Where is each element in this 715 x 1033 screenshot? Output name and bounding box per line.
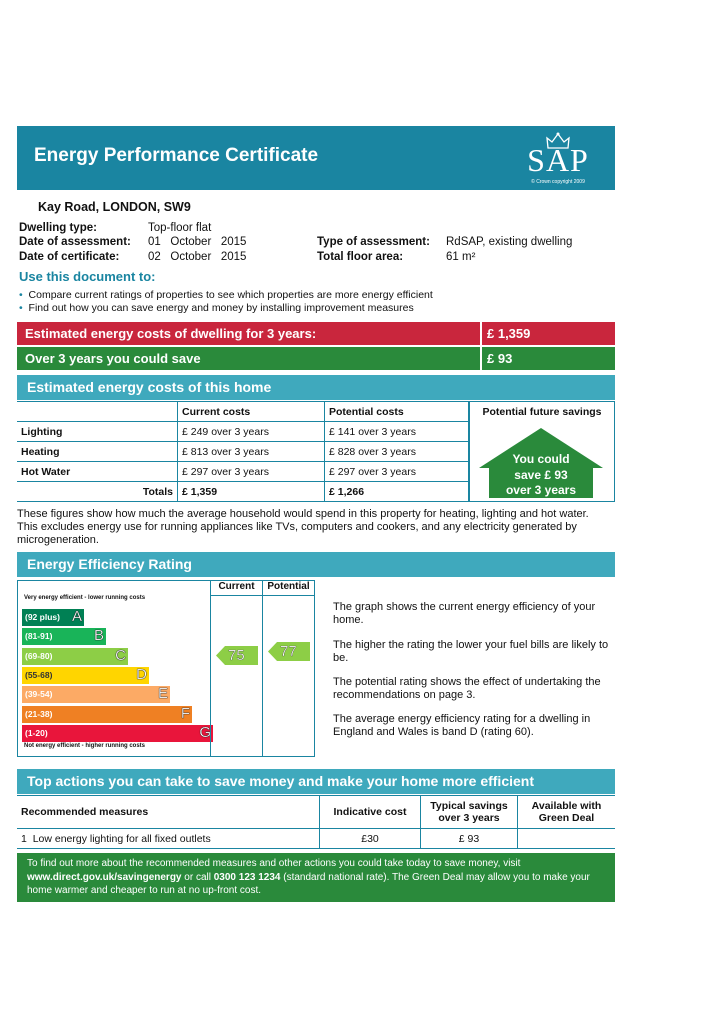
could-save-value: £ 93	[487, 351, 513, 366]
assessment-date-value: 01 October 2015	[148, 236, 247, 248]
assessment-type-label: Type of assessment:	[317, 236, 430, 248]
band-range: (21-38)	[25, 708, 53, 719]
actions-heading-text: Top actions you can take to save money and make your home more efficient	[27, 773, 534, 789]
band-range: (55-68)	[25, 669, 53, 680]
rating-band-b	[22, 628, 106, 645]
table-header-row	[17, 402, 469, 422]
col-future-savings: Potential future savings	[482, 406, 602, 418]
could-save-label: Over 3 years you could save	[25, 351, 201, 366]
sap-logo	[515, 132, 601, 184]
row-potential: £ 828 over 3 years	[325, 442, 469, 462]
rating-heading-text: Energy Efficiency Rating	[27, 556, 192, 572]
could-save-value-cell	[482, 347, 615, 370]
use-document-bullet	[19, 302, 414, 314]
rating-band-g	[22, 725, 213, 742]
certificate-date-label: Date of certificate:	[19, 251, 120, 263]
row-current: £ 297 over 3 years	[178, 462, 325, 482]
col-potential-costs: Potential costs	[325, 402, 469, 422]
savings-message	[489, 452, 593, 499]
band-letter: D	[136, 665, 147, 683]
floor-area-value: 61 m²	[446, 251, 476, 263]
rating-chart-bands	[17, 580, 210, 757]
total-potential: £ 1,266	[325, 482, 469, 502]
table-row	[17, 462, 469, 482]
band-range: (1-20)	[25, 727, 48, 738]
could-save-bar	[17, 347, 480, 370]
bullet-text: Compare current ratings of properties to see which properties are more energy efficient	[28, 289, 433, 301]
estimated-costs-bar	[17, 322, 480, 345]
bullet-icon: •	[19, 302, 23, 314]
use-document-heading: Use this document to:	[19, 269, 156, 284]
table-row	[17, 422, 469, 442]
row-current: £ 813 over 3 years	[178, 442, 325, 462]
rating-band-d	[22, 667, 149, 684]
potential-rating-arrow	[268, 642, 310, 661]
sap-logo-text: SAP	[527, 142, 589, 178]
row-current: £ 249 over 3 years	[178, 422, 325, 442]
savingenergy-link[interactable]: www.direct.gov.uk/savingenergy	[27, 871, 182, 883]
actions-table	[17, 795, 615, 849]
savings-line: save £ 93	[514, 467, 568, 482]
footer-text: or call	[181, 871, 214, 883]
bullet-text: Find out how you can save energy and money by installing improvement measures	[28, 302, 414, 314]
costs-heading-text: Estimated energy costs of this home	[27, 379, 272, 395]
rating-text: The average energy efficiency rating for a dwelling in England and Wales is band D (rating 60).	[333, 713, 591, 738]
phone-number: 0300 123 1234	[213, 871, 281, 883]
copyright-text: © Crown copyright 2009	[531, 179, 585, 185]
floor-area-label: Total floor area:	[317, 251, 404, 263]
band-range: (92 plus)	[25, 612, 60, 622]
band-letter: E	[157, 685, 168, 703]
footer-text: (standard national rate). The Green Deal may allow you to make your home warmer and cheaper to run at no up-front cost.	[27, 871, 590, 896]
band-letter: C	[115, 646, 126, 664]
potential-rating-value: 77	[280, 643, 297, 660]
table-header-empty	[17, 402, 178, 422]
crown-icon	[545, 132, 571, 150]
current-rating-value: 75	[228, 647, 245, 664]
measure-cell	[17, 829, 320, 849]
footer-text: To find out more about the recommended measures and other actions you could take today to save money, visit	[27, 858, 521, 869]
rating-text: The graph shows the current energy efficiency of your home.	[333, 601, 596, 626]
rating-band-c	[22, 648, 128, 665]
col-cost: Indicative cost	[320, 796, 421, 829]
current-column	[210, 580, 263, 757]
rating-band-f	[22, 706, 192, 723]
page-title: Energy Performance Certificate	[34, 145, 319, 166]
col-green-deal: Available with Green Deal	[518, 796, 616, 829]
certificate-header	[17, 126, 615, 190]
measure-green-deal	[518, 829, 616, 849]
rating-band-a	[22, 609, 84, 626]
col-potential: Potential	[263, 581, 314, 596]
band-letter: F	[180, 704, 190, 722]
row-potential: £ 141 over 3 years	[325, 422, 469, 442]
row-potential: £ 297 over 3 years	[325, 462, 469, 482]
costs-note: These figures show how much the average household would spend in this property for heating, lighting and hot water. This excludes energy use for running appliances like TVs, computers and cookers, and any electricity generated by microgeneration.	[17, 508, 589, 546]
table-row	[17, 442, 469, 462]
estimated-costs-value: £ 1,359	[487, 326, 531, 341]
row-name: Lighting	[17, 422, 178, 442]
bottom-note: Not energy efficient - higher running costs	[24, 743, 146, 749]
measure-savings: £ 93	[421, 829, 518, 849]
rating-text: The higher the rating the lower your fuel bills are likely to be.	[333, 639, 609, 664]
top-note: Very energy efficient - lower running costs	[24, 595, 146, 601]
totals-label: Totals	[17, 482, 178, 502]
savings-line: over 3 years	[505, 483, 577, 497]
col-current-costs: Current costs	[178, 402, 325, 422]
band-letter: G	[199, 723, 211, 741]
row-name: Hot Water	[17, 462, 178, 482]
row-name: Heating	[17, 442, 178, 462]
band-range: (39-54)	[25, 689, 53, 700]
total-current: £ 1,359	[178, 482, 325, 502]
col-current: Current	[211, 581, 262, 596]
dwelling-type-label: Dwelling type:	[19, 222, 97, 234]
property-address: Kay Road, LONDON, SW9	[38, 200, 191, 214]
estimated-costs-label: Estimated energy costs of dwelling for 3 years:	[25, 326, 317, 341]
rating-section-heading	[17, 552, 615, 577]
current-rating-arrow	[216, 646, 258, 665]
band-range: (81-91)	[25, 631, 53, 642]
rating-text: The potential rating shows the effect of undertaking the recommendations on page 3.	[333, 676, 601, 701]
costs-section-heading	[17, 375, 615, 400]
table-header-row	[17, 796, 615, 829]
table-row	[17, 829, 615, 849]
assessment-date-label: Date of assessment:	[19, 236, 131, 248]
measure-number: 1	[21, 832, 27, 845]
use-document-bullet	[19, 289, 433, 301]
rating-band-e	[22, 686, 170, 703]
estimated-costs-value-cell	[482, 322, 615, 345]
col-measures: Recommended measures	[17, 796, 320, 829]
band-range: (69-80)	[25, 650, 53, 661]
totals-row	[17, 482, 469, 502]
col-savings: Typical savings over 3 years	[421, 796, 518, 829]
potential-column	[262, 580, 315, 757]
certificate-date-value: 02 October 2015	[148, 251, 247, 263]
bullet-icon: •	[19, 289, 23, 301]
dwelling-type-value: Top-floor flat	[148, 222, 212, 234]
band-letter: A	[71, 608, 82, 625]
assessment-type-value: RdSAP, existing dwelling	[446, 236, 573, 248]
measure-cost: £30	[320, 829, 421, 849]
measure-name: Low energy lighting for all fixed outlets	[32, 832, 211, 845]
costs-table	[17, 401, 469, 502]
band-letter: B	[93, 627, 104, 645]
actions-section-heading	[17, 769, 615, 794]
footer-info-box	[17, 853, 615, 902]
savings-line: You could	[512, 452, 570, 466]
